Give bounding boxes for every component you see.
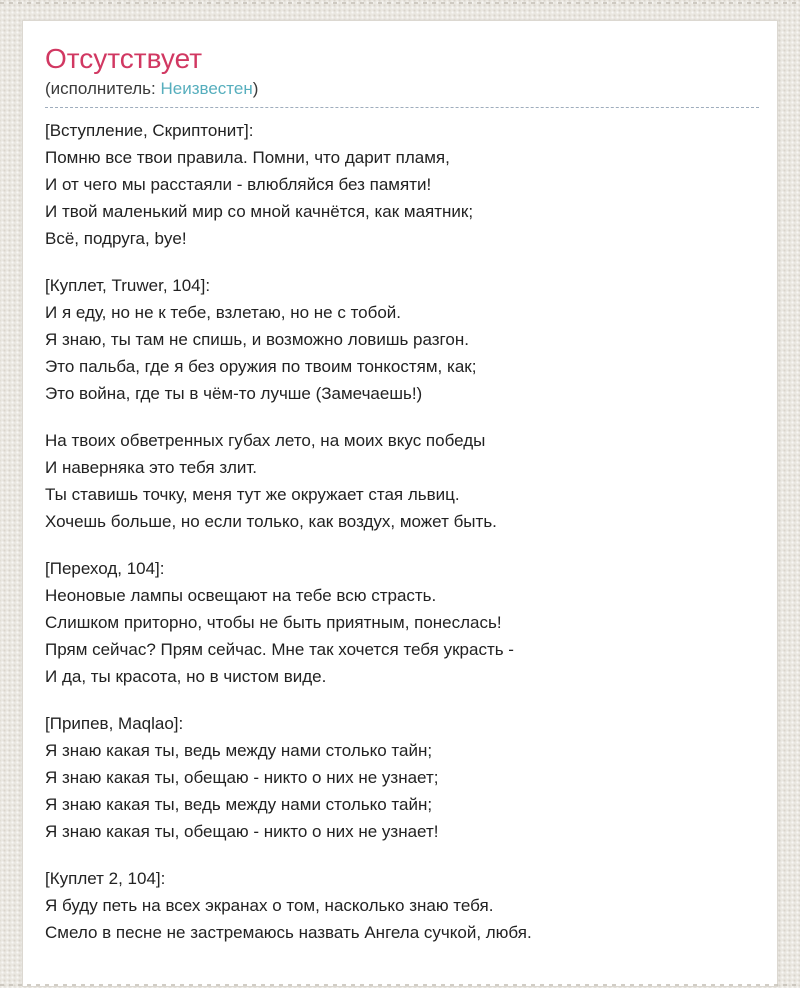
lyric-line: Помню все твои правила. Помни, что дарит пламя,: [45, 148, 450, 167]
lyric-line: И наверняка это тебя злит.: [45, 458, 257, 477]
top-edge-pattern: [0, 2, 800, 4]
page-title: Отсутствует: [45, 43, 203, 74]
lyric-line: Всё, подруга, bye!: [45, 229, 187, 248]
lyric-stanza: [45, 272, 759, 407]
bottom-edge-pattern: [0, 984, 800, 986]
lyric-line: Это война, где ты в чём-то лучше (Замечаешь!): [45, 384, 423, 403]
lyric-line: Я знаю какая ты, обещаю - никто о них не узнает;: [45, 768, 439, 787]
lyric-stanza: [45, 710, 759, 845]
lyric-line: Смело в песне не застремаюсь назвать Ангела сучкой, любя.: [45, 923, 532, 942]
artist-label-suffix: ): [252, 79, 259, 98]
artist-line: [45, 78, 759, 108]
lyric-line: [Куплет 2, 104]:: [45, 869, 166, 888]
lyric-line: Это пальба, где я без оружия по твоим тонкостям, как;: [45, 357, 477, 376]
artist-label-prefix: (исполнитель:: [45, 79, 161, 98]
lyric-line: И я еду, но не к тебе, взлетаю, но не с тобой.: [45, 303, 402, 322]
lyrics: [45, 117, 759, 946]
lyric-line: Я знаю какая ты, обещаю - никто о них не узнает!: [45, 822, 439, 841]
lyric-line: На твоих обветренных губах лето, на моих вкус победы: [45, 431, 486, 450]
lyric-line: И да, ты красота, но в чистом виде.: [45, 667, 327, 686]
lyric-stanza: [45, 427, 759, 535]
lyric-line: Я буду петь на всех экранах о том, насколько знаю тебя.: [45, 896, 494, 915]
lyric-line: Прям сейчас? Прям сейчас. Мне так хочется тебя украсть -: [45, 640, 514, 659]
lyric-line: [Припев, Maqlao]:: [45, 714, 184, 733]
lyric-line: Неоновые лампы освещают на тебе всю страсть.: [45, 586, 437, 605]
lyric-line: И от чего мы расстаяли - влюбляйся без памяти!: [45, 175, 432, 194]
lyric-line: Я знаю какая ты, ведь между нами столько тайн;: [45, 741, 433, 760]
artist-link[interactable]: Неизвестен: [160, 79, 253, 98]
lyric-stanza: [45, 117, 759, 252]
lyric-line: Я знаю какая ты, ведь между нами столько тайн;: [45, 795, 433, 814]
lyric-line: [Вступление, Скриптонит]:: [45, 121, 254, 140]
lyric-line: Ты ставишь точку, меня тут же окружает стая львиц.: [45, 485, 460, 504]
lyric-stanza: [45, 555, 759, 690]
lyric-stanza: [45, 865, 759, 946]
lyric-line: Слишком приторно, чтобы не быть приятным, понеслась!: [45, 613, 502, 632]
lyric-line: [Куплет, Truwer, 104]:: [45, 276, 211, 295]
lyric-line: [Переход, 104]:: [45, 559, 165, 578]
lyric-line: Я знаю, ты там не спишь, и возможно ловишь разгон.: [45, 330, 469, 349]
lyric-line: И твой маленький мир со мной качнётся, как маятник;: [45, 202, 474, 221]
lyric-line: Хочешь больше, но если только, как воздух, может быть.: [45, 512, 497, 531]
lyrics-card: [22, 20, 778, 987]
